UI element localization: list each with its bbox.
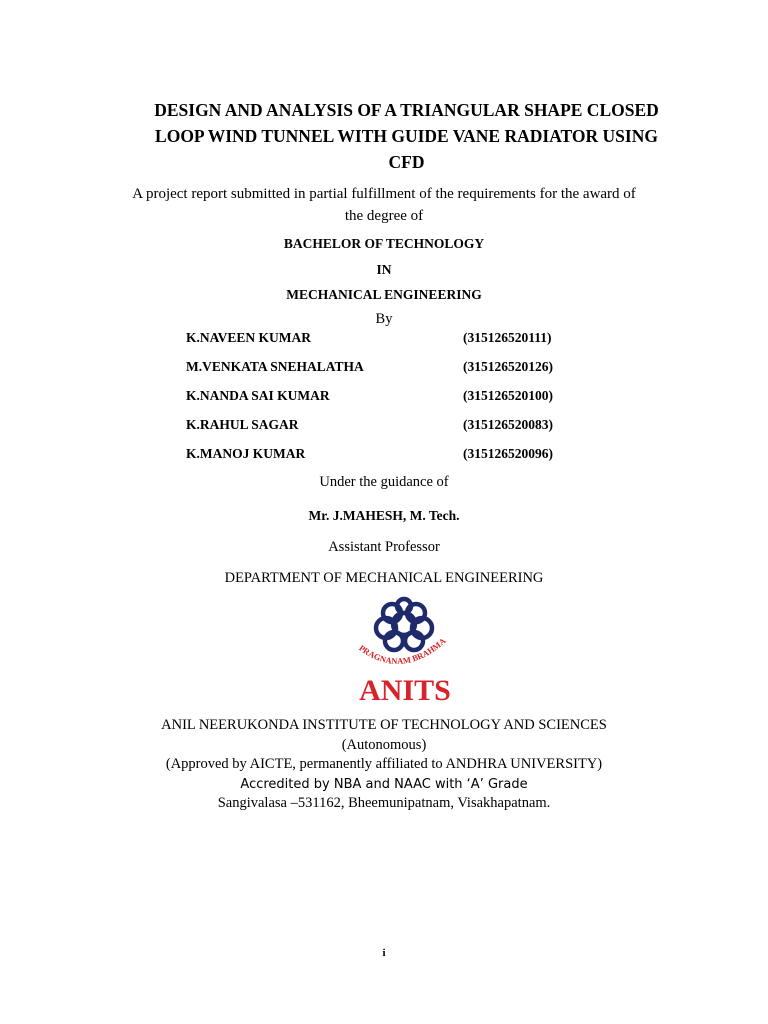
anits-logo	[346, 596, 464, 706]
approval-line: (Approved by AICTE, permanently affiliated to ANDHRA UNIVERSITY)	[165, 756, 603, 772]
list-item	[186, 388, 606, 417]
title-line: DESIGN AND ANALYSIS OF A TRIANGULAR SHAPE CLOSED	[154, 100, 659, 120]
list-item	[186, 330, 606, 359]
report-title	[120, 97, 693, 175]
member-name: M.VENKATA SNEHALATHA	[186, 359, 364, 374]
department-name: DEPARTMENT OF MECHANICAL ENGINEERING	[224, 570, 544, 586]
subtitle-line: the degree of	[344, 208, 424, 224]
member-roll-number: (315126520100)	[463, 388, 553, 403]
title-line: LOOP WIND TUNNEL WITH GUIDE VANE RADIATOR USING	[155, 126, 658, 146]
autonomous-status: (Autonomous)	[341, 736, 427, 753]
page-number: i	[382, 947, 386, 959]
subtitle-line: A project report submitted in partial fulfillment of the requirements for the award of	[132, 186, 636, 202]
guide-name: Mr. J.MAHESH, M. Tech.	[308, 508, 460, 523]
member-roll-number: (315126520126)	[463, 359, 553, 374]
member-name: K.NAVEEN KUMAR	[186, 330, 312, 345]
institute-name: ANIL NEERUKONDA INSTITUTE OF TECHNOLOGY AND SCIENCES	[161, 717, 607, 733]
member-name: K.NANDA SAI KUMAR	[186, 388, 330, 403]
submission-statement	[0, 183, 768, 227]
member-roll-number: (315126520083)	[463, 417, 553, 432]
accreditation-line: Accredited by NBA and NAAC with ‘A’ Grade	[240, 776, 528, 792]
branch-name: MECHANICAL ENGINEERING	[286, 287, 482, 302]
in-label: IN	[376, 262, 392, 277]
logo-motto-path: PRAGNANAM BRAHMA	[357, 635, 448, 667]
member-name: K.MANOJ KUMAR	[186, 446, 306, 461]
list-item	[186, 359, 606, 388]
member-roll-number: (315126520111)	[463, 330, 552, 345]
institute-details	[0, 716, 768, 814]
member-name: K.RAHUL SAGAR	[186, 417, 299, 432]
degree-name: BACHELOR OF TECHNOLOGY	[283, 236, 485, 251]
team-members-list	[186, 330, 606, 475]
by-label: By	[375, 311, 393, 327]
address-line: Sangivalasa –531162, Bheemunipatnam, Visakhapatnam.	[217, 795, 551, 811]
list-item	[186, 446, 606, 475]
title-line: CFD	[388, 152, 425, 172]
lotus-emblem-icon	[376, 599, 432, 650]
list-item	[186, 417, 606, 446]
guidance-label: Under the guidance of	[319, 474, 449, 490]
member-roll-number: (315126520096)	[463, 446, 553, 461]
logo-wordmark: ANITS	[359, 674, 451, 706]
guide-designation: Assistant Professor	[328, 539, 440, 555]
